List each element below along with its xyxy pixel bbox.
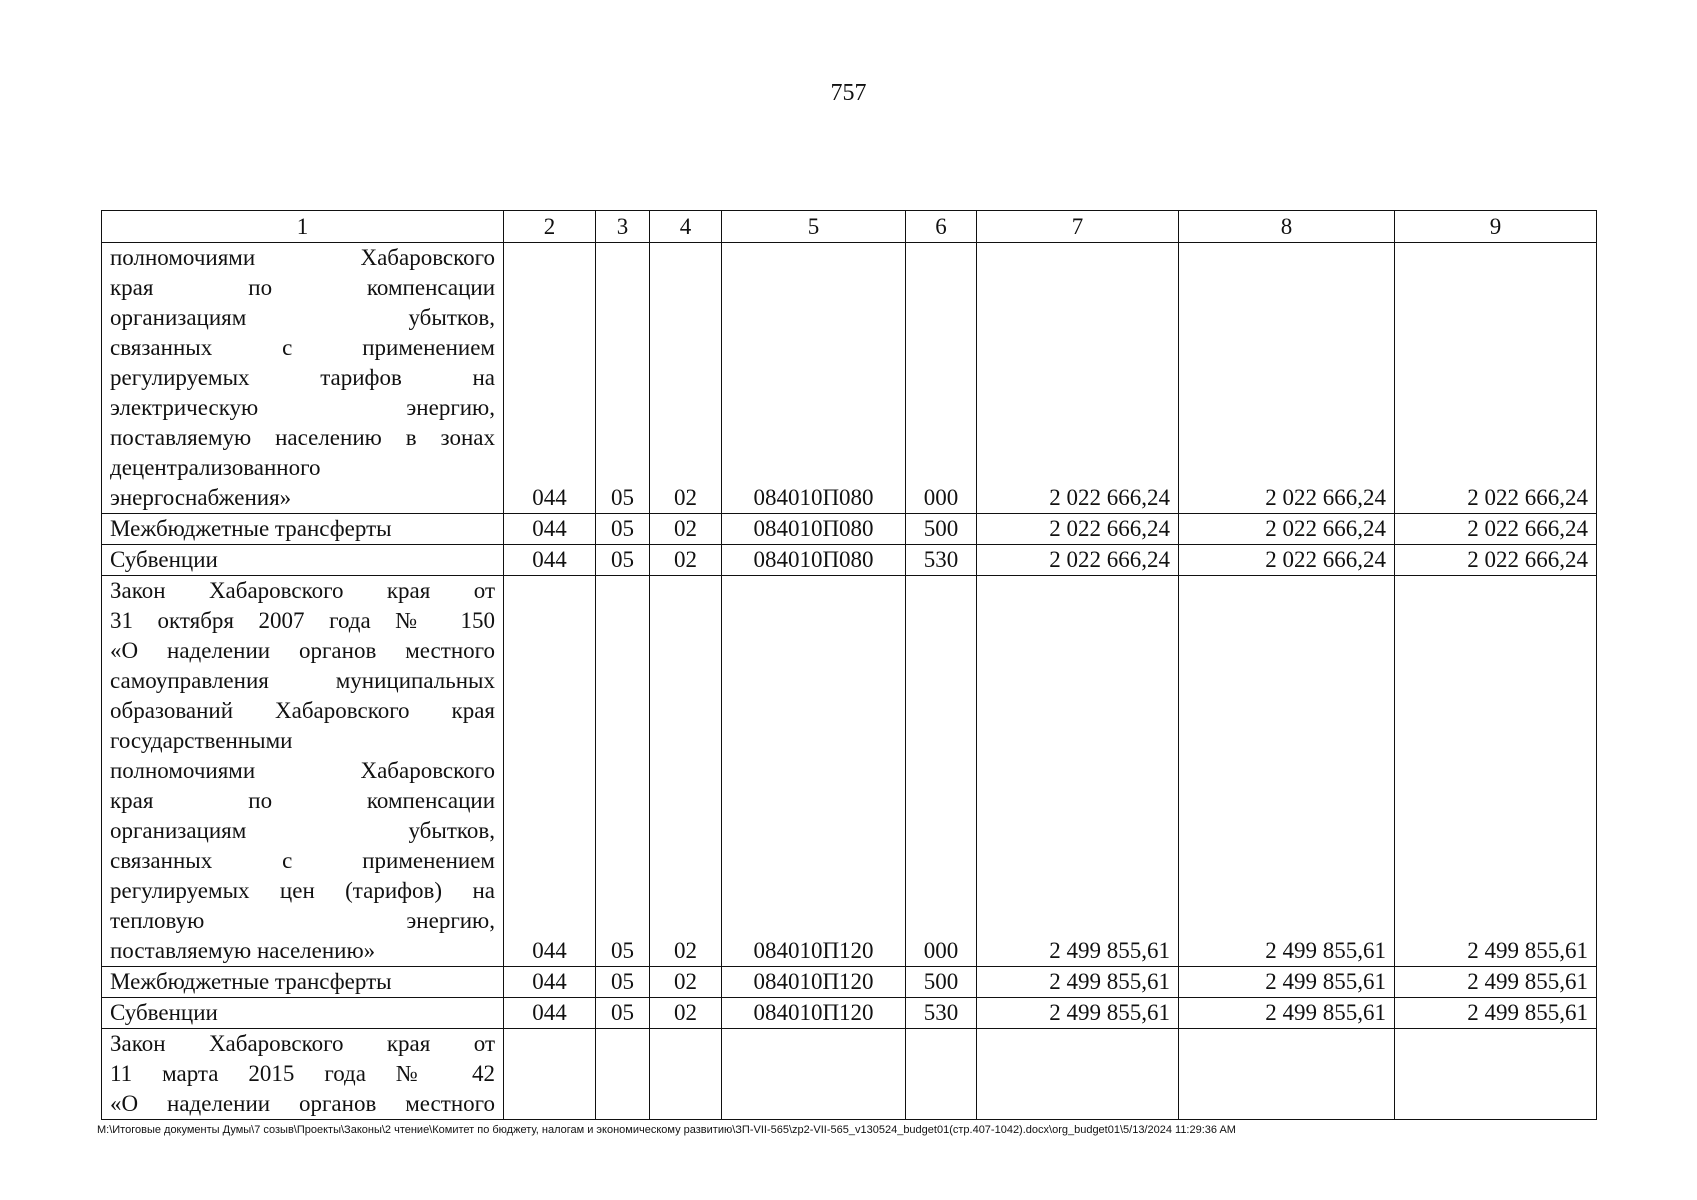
subsection-code-cell: 02 <box>650 243 722 514</box>
document-path-footer: M:\Итоговые документы Думы\7 созыв\Проекты\Законы\2 чтение\Комитет по бюджету, налогам и экономическому развитию\ЗП-VII-565\zp2-VII-565_v130524_budget01(стр.407-1042).docx\org_budget01\5/13/2024 11:29:36 AM <box>97 1124 1236 1136</box>
description-line: образований Хабаровского края <box>110 698 495 723</box>
description-line: организациям убытков, <box>110 818 495 843</box>
description-line: поставляемую населению в зонах <box>110 425 495 450</box>
description-line: поставляемую населению» <box>110 938 376 963</box>
description-line: «О наделении органов местного <box>110 638 495 663</box>
expense-type-cell: 000 <box>906 243 977 514</box>
amount-cell-9: 2 022 666,24 <box>1395 243 1597 514</box>
target-article-cell: 084010П080 <box>722 514 906 545</box>
description-line: «О наделении органов местного <box>110 1091 495 1116</box>
amount-cell-7 <box>977 1029 1179 1120</box>
expense-type-cell: 000 <box>906 576 977 967</box>
gr-code-cell: 044 <box>504 545 596 576</box>
description-line: Закон Хабаровского края от <box>110 578 495 603</box>
target-article-cell: 084010П120 <box>722 967 906 998</box>
column-header: 4 <box>650 211 722 243</box>
gr-code-cell: 044 <box>504 243 596 514</box>
amount-cell-8: 2 499 855,61 <box>1179 967 1395 998</box>
table-row <box>102 998 1597 1029</box>
page-number: 757 <box>830 80 867 106</box>
amount-cell-9: 2 022 666,24 <box>1395 514 1597 545</box>
column-header: 3 <box>596 211 650 243</box>
description-line: 11 марта 2015 года № 42 <box>110 1061 495 1086</box>
amount-cell-8 <box>1179 1029 1395 1120</box>
description-line: тепловую энергию, <box>110 908 495 933</box>
amount-cell-9: 2 499 855,61 <box>1395 998 1597 1029</box>
table-header-row <box>102 211 1597 243</box>
table-row <box>102 1029 1597 1120</box>
description-line: связанных с применением <box>110 848 495 873</box>
amount-cell-9: 2 022 666,24 <box>1395 545 1597 576</box>
description-line: самоуправления муниципальных <box>110 668 495 693</box>
column-header: 1 <box>102 211 504 243</box>
description-line: Межбюджетные трансферты <box>110 969 392 994</box>
section-code-cell: 05 <box>596 998 650 1029</box>
expense-type-cell: 530 <box>906 998 977 1029</box>
expense-type-cell: 500 <box>906 967 977 998</box>
description-line: регулируемых тарифов на <box>110 365 495 390</box>
column-header: 8 <box>1179 211 1395 243</box>
table-row <box>102 545 1597 576</box>
subsection-code-cell: 02 <box>650 967 722 998</box>
section-code-cell: 05 <box>596 514 650 545</box>
subsection-code-cell <box>650 1029 722 1120</box>
description-line: Межбюджетные трансферты <box>110 516 392 541</box>
target-article-cell: 084010П120 <box>722 998 906 1029</box>
amount-cell-8: 2 022 666,24 <box>1179 545 1395 576</box>
description-line: организациям убытков, <box>110 305 495 330</box>
row-description <box>102 576 504 967</box>
description-line: регулируемых цен (тарифов) на <box>110 878 495 903</box>
target-article-cell: 084010П120 <box>722 576 906 967</box>
section-code-cell: 05 <box>596 576 650 967</box>
gr-code-cell: 044 <box>504 514 596 545</box>
amount-cell-8: 2 499 855,61 <box>1179 576 1395 967</box>
description-line: полномочиями Хабаровского <box>110 245 495 270</box>
column-header: 2 <box>504 211 596 243</box>
section-code-cell: 05 <box>596 967 650 998</box>
target-article-cell: 084010П080 <box>722 243 906 514</box>
budget-table <box>101 210 1597 1120</box>
column-header: 9 <box>1395 211 1597 243</box>
expense-type-cell <box>906 1029 977 1120</box>
description-line: края по компенсации <box>110 788 495 813</box>
table-row <box>102 576 1597 967</box>
column-header: 5 <box>722 211 906 243</box>
section-code-cell: 05 <box>596 545 650 576</box>
subsection-code-cell: 02 <box>650 545 722 576</box>
amount-cell-9 <box>1395 1029 1597 1120</box>
section-code-cell <box>596 1029 650 1120</box>
expense-type-cell: 530 <box>906 545 977 576</box>
amount-cell-8: 2 022 666,24 <box>1179 514 1395 545</box>
amount-cell-7: 2 499 855,61 <box>977 576 1179 967</box>
description-line: государственными <box>110 728 293 753</box>
description-line: Закон Хабаровского края от <box>110 1031 495 1056</box>
table-row <box>102 514 1597 545</box>
description-line: энергоснабжения» <box>110 485 292 510</box>
column-header: 6 <box>906 211 977 243</box>
table-row <box>102 243 1597 514</box>
target-article-cell: 084010П080 <box>722 545 906 576</box>
row-description <box>102 967 504 998</box>
row-description <box>102 514 504 545</box>
gr-code-cell: 044 <box>504 576 596 967</box>
expense-type-cell: 500 <box>906 514 977 545</box>
description-line: края по компенсации <box>110 275 495 300</box>
subsection-code-cell: 02 <box>650 998 722 1029</box>
gr-code-cell <box>504 1029 596 1120</box>
amount-cell-7: 2 499 855,61 <box>977 967 1179 998</box>
description-line: Субвенции <box>110 547 218 572</box>
description-line: децентрализованного <box>110 455 321 480</box>
description-line: 31 октября 2007 года № 150 <box>110 608 495 633</box>
amount-cell-8: 2 499 855,61 <box>1179 998 1395 1029</box>
subsection-code-cell: 02 <box>650 514 722 545</box>
amount-cell-8: 2 022 666,24 <box>1179 243 1395 514</box>
amount-cell-9: 2 499 855,61 <box>1395 576 1597 967</box>
description-line: Субвенции <box>110 1000 218 1025</box>
target-article-cell <box>722 1029 906 1120</box>
amount-cell-7: 2 499 855,61 <box>977 998 1179 1029</box>
table-row <box>102 967 1597 998</box>
amount-cell-7: 2 022 666,24 <box>977 243 1179 514</box>
row-description <box>102 243 504 514</box>
amount-cell-7: 2 022 666,24 <box>977 514 1179 545</box>
amount-cell-9: 2 499 855,61 <box>1395 967 1597 998</box>
row-description <box>102 998 504 1029</box>
amount-cell-7: 2 022 666,24 <box>977 545 1179 576</box>
description-line: полномочиями Хабаровского <box>110 758 495 783</box>
section-code-cell: 05 <box>596 243 650 514</box>
column-header: 7 <box>977 211 1179 243</box>
subsection-code-cell: 02 <box>650 576 722 967</box>
row-description <box>102 545 504 576</box>
description-line: связанных с применением <box>110 335 495 360</box>
gr-code-cell: 044 <box>504 967 596 998</box>
row-description <box>102 1029 504 1120</box>
description-line: электрическую энергию, <box>110 395 495 420</box>
gr-code-cell: 044 <box>504 998 596 1029</box>
